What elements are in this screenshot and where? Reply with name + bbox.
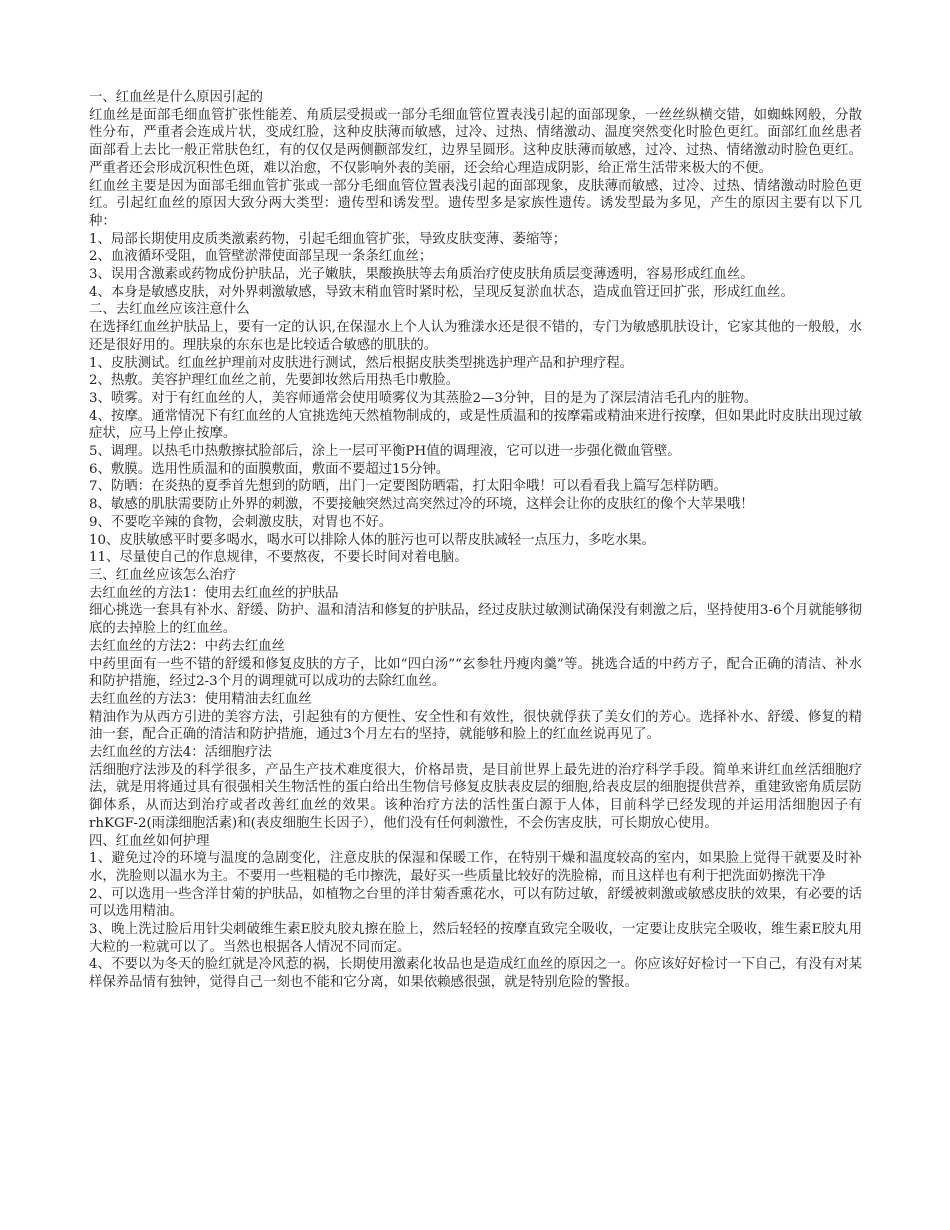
section-heading: 二、去红血丝应该注意什么 — [89, 302, 250, 318]
list-item: 8、敏感的肌肤需要防止外界的刺激，不要接触突然过高突然过冷的环境，这样会让你的皮肤红的像个大苹果哦！ — [89, 497, 754, 513]
paragraph: 红血丝是面部毛细血管扩张性能差、角质层受损或一部分毛细血管位置表浅引起的面部现象，一丝丝纵横交错，如蜘蛛网般，分散性分布，严重者会连成片状，变成红脸，这种皮肤薄而敏感，过冷、过热、情绪激动、温度突然变化时脸色更红。面部红血丝患者面部看上去比一般正常肤色红，有的仅仅是两侧颧部发红，边界呈圆形。这种皮肤薄而敏感，过冷、过热、情绪激动时脸色更红。严重者还会形成沉积性色斑，难以治愈，不仅影响外表的美丽，还会给心理造成阴影，给正常生活带来极大的不便。 — [89, 107, 862, 176]
section-heading: 一、红血丝是什么原因引起的 — [89, 90, 264, 105]
list-item: 3、喷雾。对于有红血丝的人，美容师通常会使用喷雾仪为其蒸脸2—3分钟，目的是为了深层清洁毛孔内的脏物。 — [89, 390, 758, 406]
list-item: 10、皮肤敏感平时要多喝水，喝水可以排除人体的脏污也可以帮皮肤减轻一点压力，多吃水果。 — [89, 532, 656, 548]
list-item: 6、敷膜。选用性质温和的面膜敷面，敷面不要超过15分钟。 — [89, 461, 450, 477]
list-item: 4、按摩。通常情况下有红血丝的人宜挑选纯天然植物制成的，或是性质温和的按摩霜或精油来进行按摩，但如果此时皮肤出现过敏症状，应马上停止按摩。 — [89, 408, 862, 442]
subsection-heading: 去红血丝的方法4：活细胞疗法 — [89, 745, 272, 761]
list-item: 3、晚上洗过脸后用针尖刺破维生素E胶丸胶丸擦在脸上，然后轻轻的按摩直致完全吸收，一定要让皮肤完全吸收，维生素E胶丸用大粒的一粒就可以了。当然也根据各人情况不同而定。 — [89, 922, 862, 955]
list-item: 4、本身是敏感皮肤，对外界刺激敏感，导致末稍血管时紧时松，呈现反复淤血状态，造成血管迂回扩张，形成红血丝。 — [89, 284, 794, 300]
list-item: 11、尽量使自己的作息规律，不要熬夜，不要长时间对着电脑。 — [89, 550, 468, 566]
subsection-heading: 去红血丝的方法1：使用去红血丝的护肤品 — [89, 585, 339, 601]
list-item: 3、误用含激素或药物成份护肤品，光子嫩肤，果酸换肤等去角质治疗使皮肤角质层变薄透明，容易形成红血丝。 — [89, 267, 754, 283]
subsection-heading: 去红血丝的方法3：使用精油去红血丝 — [89, 691, 312, 707]
list-item: 7、防晒：在炎热的夏季首先想到的防晒，出门一定要图防晒霜，打太阳伞哦！可以看看我上篇写怎样防晒。 — [89, 479, 727, 495]
list-item: 2、热敷。美容护理红血丝之前，先要卸妆然后用热毛巾敷脸。 — [89, 373, 460, 389]
document-body — [89, 89, 862, 992]
paragraph: 细心挑选一套具有补水、舒缓、防护、温和清洁和修复的护肤品，经过皮肤过敏测试确保没有刺激之后，坚持使用3-6个月就能够彻底的去掉脸上的红血丝。 — [89, 603, 862, 637]
paragraph: 中药里面有一些不错的舒缓和修复皮肤的方子，比如“四白汤”“玄参牡丹瘦肉羹”等。挑选合适的中药方子，配合正确的清洁、补水和防护措施，经过2-3个月的调理就可以成功的去除红血丝。 — [89, 656, 862, 690]
paragraph: 红血丝主要是因为面部毛细血管扩张或一部分毛细血管位置表浅引起的面部现象，皮肤薄而敏感，过冷、过热、情绪激动时脸色更红。引起红血丝的原因大致分两大类型：遗传型和诱发型。遗传型多是家族性遗传。诱发型最为多见，产生的原因主要有以下几种： — [89, 178, 862, 229]
list-item: 2、可以选用一些含洋甘菊的护肤品，如植物之台里的洋甘菊香熏花水，可以有防过敏，舒缓被刺激或敏感皮肤的效果，有必要的话可以选用精油。 — [89, 886, 862, 920]
list-item: 5、调理。以热毛巾热敷擦拭脸部后，涂上一层可平衡PH值的调理液，它可以进一步强化微血管壁。 — [89, 444, 681, 460]
paragraph: 活细胞疗法涉及的科学很多，产品生产技术难度很大，价格昂贵，是目前世界上最先进的治疗科学手段。简单来讲红血丝活细胞疗法，就是用将通过具有很强相关生物活性的蛋白给出生物信号修复皮肤表皮层的细胞,给表皮层的细胞提供营养，重建致密角质层防御体系，从而达到治疗或者改善红血丝的效果。该种治疗方法的活性蛋白源于人体，目前科学已经发现的并运用活细胞因子有rhKGF-2(雨漾细胞活素)和(表皮细胞生长因子），他们没有任何刺激性，不会伤害皮肤，可长期放心使用。 — [89, 762, 862, 831]
subsection-heading: 去红血丝的方法2：中药去红血丝 — [89, 638, 285, 654]
list-item: 4、不要以为冬天的脸红就是冷风惹的祸，长期使用激素化妆品也是造成红血丝的原因之一。你应该好好检讨一下自己，有没有对某样保养品情有独钟，觉得自己一刻也不能和它分离，如果依赖感很强，就是特别危险的警报。 — [89, 957, 862, 991]
list-item: 1、皮肤测试。红血丝护理前对皮肤进行测试，然后根据皮肤类型挑选护理产品和护理疗程。 — [89, 355, 634, 371]
paragraph: 在选择红血丝护肤品上，要有一定的认识,在保湿水上个人认为雅漾水还是很不错的，专门为敏感肌肤设计，它家其他的一般般，水还是很好用的。理肤泉的东东也是比较适合敏感的肌肤的。 — [89, 320, 862, 353]
section-heading: 四、红血丝如何护理 — [89, 833, 210, 849]
list-item: 1、避免过冷的环境与温度的急剧变化，注意皮肤的保湿和保暖工作，在特别干燥和温度较高的室内，如果脸上觉得干就要及时补水，洗脸则以温水为主。不要用一些粗糙的毛巾擦洗，最好买一些质量比较好的洗脸棉，而且这样也有利于把洗面奶擦洗干净 — [89, 851, 862, 884]
list-item: 2、血液循环受阻，血管壁淤滞使面部呈现一条条红血丝； — [89, 249, 433, 265]
paragraph: 精油作为从西方引进的美容方法，引起独有的方便性、安全性和有效性，很快就俘获了美女们的芳心。选择补水、舒缓、修复的精油一套，配合正确的清洁和防护措施，通过3个月左右的坚持，就能够和脸上的红血丝说再见了。 — [89, 709, 862, 743]
list-item: 1、局部长期使用皮质类激素药物，引起毛细血管扩张，导致皮肤变薄、萎缩等； — [89, 231, 567, 247]
section-heading: 三、红血丝应该怎么治疗 — [89, 567, 237, 583]
list-item: 9、不要吃辛辣的食物，会刺激皮肤，对胃也不好。 — [89, 514, 393, 530]
